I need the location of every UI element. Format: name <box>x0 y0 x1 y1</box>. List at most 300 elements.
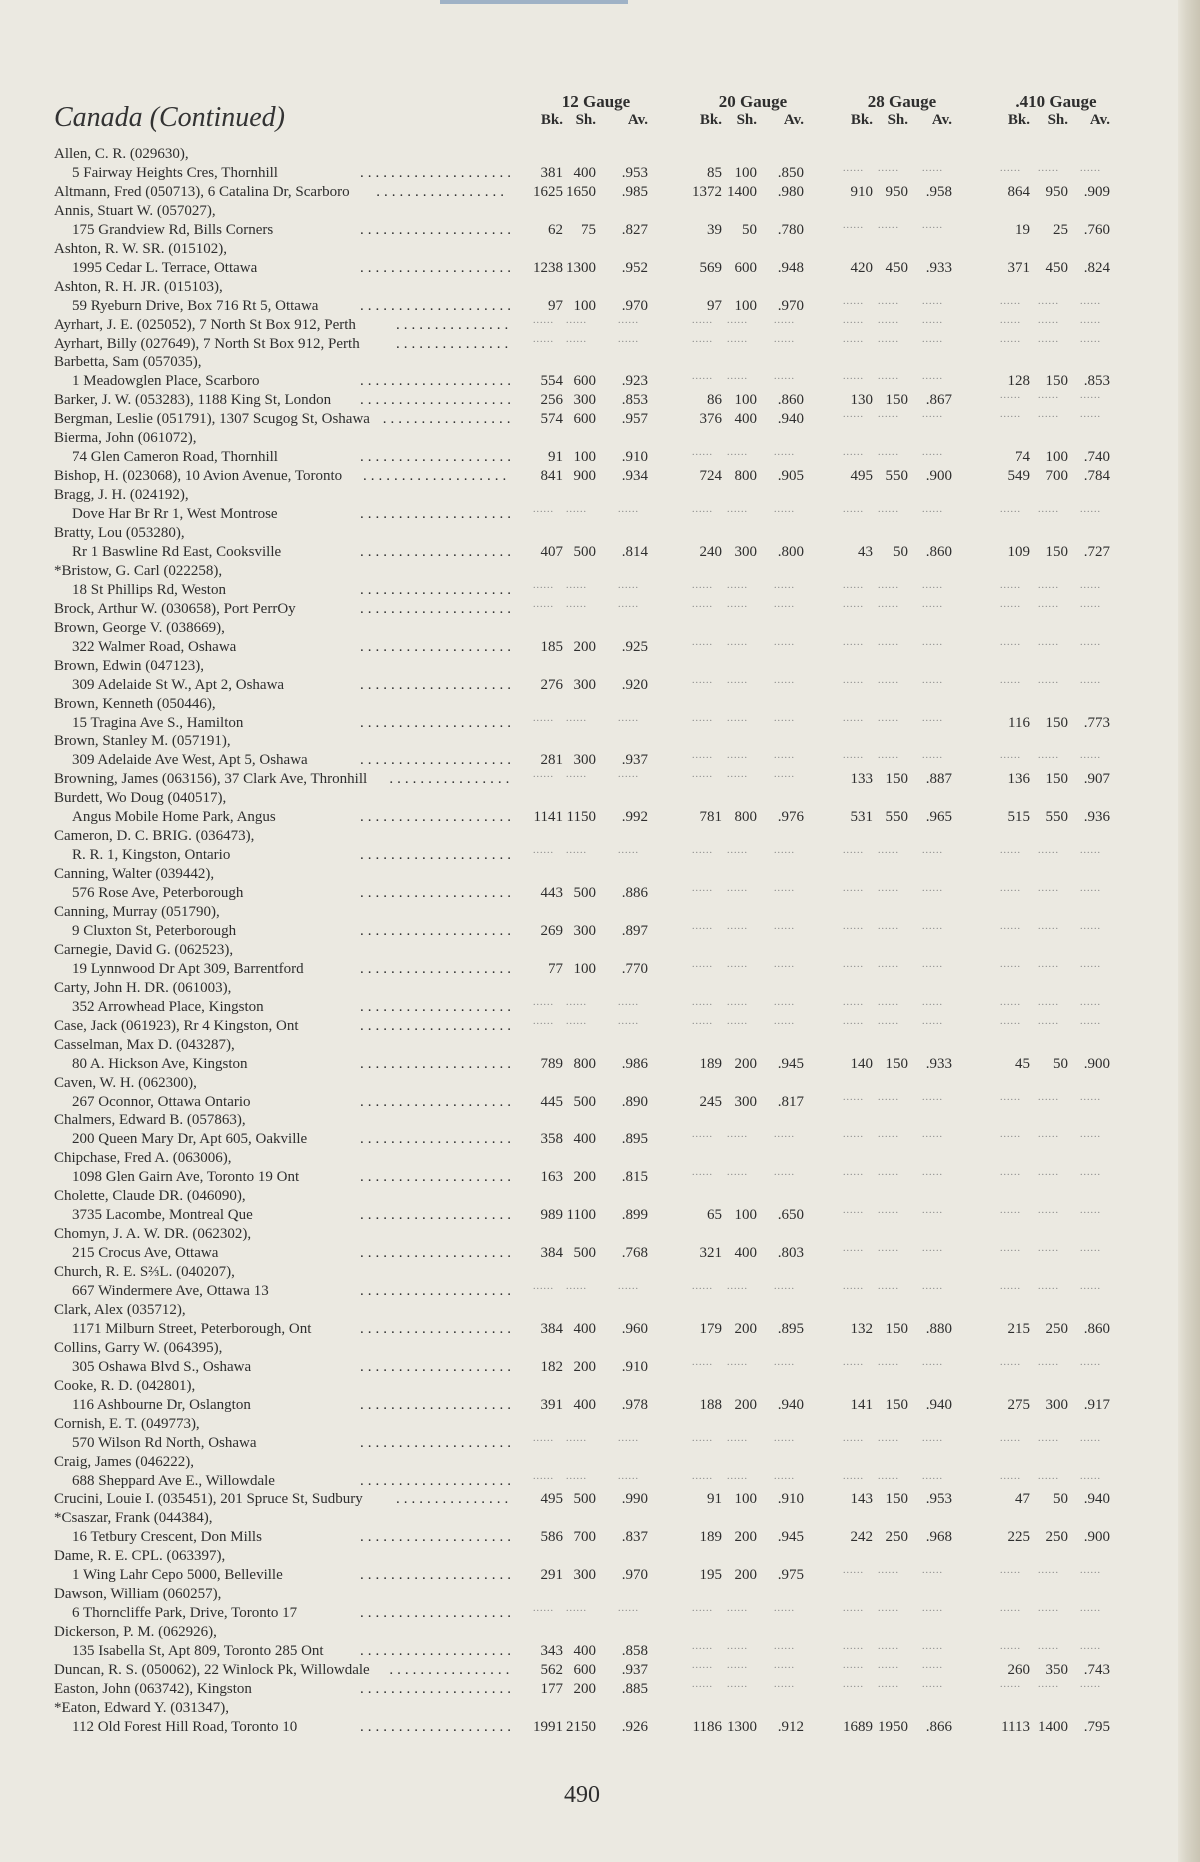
score-cell: 143 <box>850 1491 873 1508</box>
score-cell: 150 <box>885 1491 908 1508</box>
score-cell: 910 <box>850 183 873 200</box>
table-row <box>0 1037 1178 1057</box>
leader-dots: .................... <box>360 600 515 617</box>
empty-cell: ...... <box>774 1167 795 1179</box>
score-cell: 495 <box>850 468 873 485</box>
score-cell: 200 <box>573 638 596 655</box>
leader-dots: .................... <box>360 1245 515 1262</box>
member-name: Casselman, Max D. (043287), <box>54 1036 235 1053</box>
leader-dots: .................... <box>360 1567 515 1584</box>
empty-cell: ...... <box>1038 1281 1059 1292</box>
subheader-av: Av. <box>931 112 952 128</box>
empty-cell: ...... <box>727 674 748 686</box>
score-cell: .909 <box>1083 183 1110 200</box>
empty-cell: ...... <box>566 1603 587 1615</box>
empty-cell: ...... <box>878 636 899 648</box>
member-name: Barbetta, Sam (057035), <box>54 354 202 371</box>
empty-cell: ...... <box>1038 1432 1059 1444</box>
empty-cell: ...... <box>727 920 748 932</box>
empty-cell: ...... <box>1080 409 1101 421</box>
empty-cell: ...... <box>692 598 713 610</box>
empty-cell: ...... <box>618 314 639 326</box>
score-cell: .920 <box>621 676 648 693</box>
empty-cell: ...... <box>1038 1167 1059 1179</box>
score-cell: 1186 <box>692 1718 722 1735</box>
empty-cell: ...... <box>533 1432 554 1444</box>
member-name: Browning, James (063156), 37 Clark Ave, Thronhill <box>54 771 368 788</box>
empty-cell: ...... <box>566 314 587 326</box>
empty-cell: ...... <box>878 674 899 686</box>
empty-cell: ...... <box>843 1641 864 1653</box>
score-cell: 65 <box>707 1207 722 1224</box>
address-row <box>0 1605 1178 1625</box>
empty-cell: ...... <box>618 1603 639 1615</box>
empty-cell: ...... <box>727 750 748 762</box>
empty-cell: ...... <box>922 1167 943 1179</box>
score-cell: 195 <box>699 1567 722 1584</box>
empty-cell: ...... <box>922 1356 943 1368</box>
score-cell: .945 <box>777 1055 804 1072</box>
score-cell: 150 <box>885 1055 908 1072</box>
empty-cell: ...... <box>566 1470 587 1482</box>
empty-cell: ...... <box>533 1281 554 1292</box>
empty-cell: ...... <box>1080 958 1101 970</box>
empty-cell: ...... <box>1038 295 1059 307</box>
empty-cell: ...... <box>566 712 587 724</box>
member-name: Cameron, D. C. BRIG. (036473), <box>54 828 255 845</box>
empty-cell: ...... <box>727 579 748 591</box>
address-row <box>0 1356 1178 1379</box>
empty-cell: ...... <box>774 579 795 591</box>
member-name: Chomyn, J. A. W. DR. (062302), <box>54 1226 252 1243</box>
empty-cell: ...... <box>1038 883 1059 895</box>
empty-cell: ...... <box>1038 1603 1059 1615</box>
empty-cell: ...... <box>922 219 943 231</box>
score-cell: 1625 <box>533 183 563 200</box>
score-cell: 950 <box>885 183 908 200</box>
subheader-av: Av. <box>627 112 648 128</box>
empty-cell: ...... <box>774 636 795 648</box>
score-cell: 182 <box>540 1358 563 1375</box>
empty-cell: ...... <box>843 1129 864 1141</box>
subheader-bk: Bk. <box>699 112 722 128</box>
score-cell: 1991 <box>533 1718 563 1735</box>
empty-cell: ...... <box>1038 920 1059 932</box>
member-name: Brown, George V. (038669), <box>54 619 225 636</box>
score-cell: 269 <box>540 922 563 939</box>
score-cell: .740 <box>1083 449 1110 466</box>
score-cell: .926 <box>621 1718 648 1735</box>
empty-cell: ...... <box>774 958 795 970</box>
empty-cell: ...... <box>1080 1091 1101 1103</box>
score-cell: 1400 <box>727 183 757 200</box>
empty-cell: ...... <box>922 883 943 895</box>
score-cell: 500 <box>573 1245 596 1262</box>
empty-cell: ...... <box>922 504 943 516</box>
address-row <box>0 1567 1178 1587</box>
address-row <box>0 712 1178 735</box>
member-name: Canning, Walter (039442), <box>54 866 215 883</box>
empty-cell: ...... <box>774 1678 795 1690</box>
leader-dots: .................... <box>360 1283 515 1299</box>
leader-dots: ............... <box>396 1491 513 1508</box>
empty-cell: ...... <box>566 504 587 516</box>
empty-cell: ...... <box>1038 1015 1059 1027</box>
empty-cell: ...... <box>692 750 713 762</box>
member-name: Barker, J. W. (053283), 1188 King St, London <box>54 392 332 409</box>
score-cell: 150 <box>885 392 908 409</box>
score-cell: .953 <box>621 164 648 181</box>
address-row <box>0 1207 1178 1227</box>
member-name: Ashton, R. W. SR. (015102), <box>54 240 227 257</box>
leader-dots: .................... <box>360 1169 515 1186</box>
empty-cell: ...... <box>774 996 795 1008</box>
empty-cell: ...... <box>843 1281 864 1292</box>
score-cell: .815 <box>621 1169 648 1186</box>
score-cell: 569 <box>699 259 722 276</box>
empty-cell: ...... <box>692 1678 713 1690</box>
empty-cell: ...... <box>1000 958 1021 970</box>
table-row <box>0 790 1178 810</box>
empty-cell: ...... <box>843 1678 864 1690</box>
score-cell: 132 <box>850 1320 873 1337</box>
score-cell: .936 <box>1083 809 1110 826</box>
empty-cell: ...... <box>692 1281 713 1292</box>
member-address: 19 Lynnwood Dr Apt 309, Barrentford <box>72 960 304 977</box>
score-cell: 150 <box>885 1320 908 1337</box>
score-cell: 91 <box>707 1491 722 1508</box>
score-cell: .885 <box>621 1680 648 1697</box>
empty-cell: ...... <box>922 371 943 383</box>
score-cell: 515 <box>1007 809 1030 826</box>
empty-cell: ...... <box>922 750 943 762</box>
empty-cell: ...... <box>533 579 554 591</box>
empty-cell: ...... <box>1080 1281 1101 1292</box>
member-address: 576 Rose Ave, Peterborough <box>72 885 244 902</box>
score-cell: 300 <box>573 676 596 693</box>
member-address: 267 Oconnor, Ottawa Ontario <box>72 1093 251 1110</box>
member-name: Cornish, E. T. (049773), <box>54 1415 200 1432</box>
score-cell: 376 <box>699 411 722 428</box>
empty-cell: ...... <box>878 504 899 516</box>
empty-cell: ...... <box>566 845 587 857</box>
empty-cell: ...... <box>1080 920 1101 932</box>
empty-cell: ...... <box>618 598 639 610</box>
empty-cell: ...... <box>1038 674 1059 686</box>
score-cell: 150 <box>1045 373 1068 390</box>
member-address: 3735 Lacombe, Montreal Que <box>72 1207 253 1224</box>
member-name: Caven, W. H. (062300), <box>54 1074 197 1091</box>
score-cell: 789 <box>540 1055 563 1072</box>
empty-cell: ...... <box>618 333 639 345</box>
empty-cell: ...... <box>774 674 795 686</box>
score-cell: 600 <box>573 1662 596 1678</box>
score-cell: 50 <box>1053 1491 1068 1508</box>
empty-cell: ...... <box>1000 996 1021 1008</box>
leader-dots: ................... <box>363 468 511 485</box>
empty-cell: ...... <box>1000 390 1021 402</box>
member-name: Duncan, R. S. (050062), 22 Winlock Pk, Willowdale <box>54 1662 370 1678</box>
empty-cell: ...... <box>618 504 639 516</box>
empty-cell: ...... <box>1000 674 1021 686</box>
score-cell: 900 <box>573 468 596 485</box>
score-cell: .952 <box>621 259 648 276</box>
empty-cell: ...... <box>727 1603 748 1615</box>
leader-dots: .................... <box>360 1434 515 1451</box>
score-cell: .985 <box>621 183 648 200</box>
score-cell: .990 <box>621 1491 648 1508</box>
empty-cell: ...... <box>618 1281 639 1292</box>
leader-dots: .................... <box>360 1358 515 1375</box>
member-name: Cooke, R. D. (042801), <box>54 1377 196 1394</box>
leader-dots: .................... <box>360 1017 515 1034</box>
member-address: 215 Crocus Ave, Ottawa <box>72 1245 219 1262</box>
empty-cell: ...... <box>727 1470 748 1482</box>
empty-cell: ...... <box>692 958 713 970</box>
score-cell: 62 <box>548 221 563 238</box>
empty-cell: ...... <box>727 1281 748 1292</box>
member-name: Church, R. E. S⅔L. (040207), <box>54 1264 235 1281</box>
empty-cell: ...... <box>566 1015 587 1027</box>
empty-cell: ...... <box>533 996 554 1008</box>
table-row <box>0 354 1178 374</box>
score-cell: 800 <box>573 1055 596 1072</box>
empty-cell: ...... <box>843 712 864 724</box>
score-cell: .743 <box>1083 1662 1110 1678</box>
empty-cell: ...... <box>878 958 899 970</box>
score-cell: 45 <box>1015 1055 1030 1072</box>
score-cell: 554 <box>540 373 563 390</box>
score-cell: .770 <box>621 960 648 977</box>
score-cell: 500 <box>573 1093 596 1110</box>
empty-cell: ...... <box>1000 333 1021 345</box>
score-cell: 343 <box>540 1643 563 1660</box>
member-name: Carty, John H. DR. (061003), <box>54 979 232 996</box>
empty-cell: ...... <box>692 371 713 383</box>
empty-cell: ...... <box>843 920 864 932</box>
score-cell: .957 <box>621 411 648 428</box>
empty-cell: ...... <box>1080 845 1101 857</box>
score-cell: 100 <box>734 392 757 409</box>
table-row <box>0 1015 1178 1038</box>
empty-cell: ...... <box>843 447 864 459</box>
score-cell: .940 <box>1083 1491 1110 1508</box>
leader-dots: .................... <box>360 581 515 598</box>
member-address: 18 St Phillips Rd, Weston <box>72 581 226 598</box>
leader-dots: .................... <box>360 449 515 466</box>
member-address: 175 Grandview Rd, Bills Corners <box>72 221 274 238</box>
score-cell: 276 <box>540 676 563 693</box>
empty-cell: ...... <box>1080 162 1101 174</box>
empty-cell: ...... <box>1000 1603 1021 1615</box>
score-cell: .860 <box>1083 1320 1110 1337</box>
empty-cell: ...... <box>922 1660 943 1671</box>
score-cell: .860 <box>777 392 804 409</box>
empty-cell: ...... <box>922 1565 943 1577</box>
empty-cell: ...... <box>1000 295 1021 307</box>
score-cell: .925 <box>621 638 648 655</box>
score-cell: .899 <box>621 1207 648 1224</box>
empty-cell: ...... <box>1038 1205 1059 1217</box>
member-address: 16 Tetbury Crescent, Don Mills <box>72 1529 262 1546</box>
score-cell: .933 <box>925 1055 952 1072</box>
empty-cell: ...... <box>533 845 554 857</box>
address-row <box>0 1719 1178 1739</box>
score-cell: 97 <box>548 297 563 314</box>
score-cell: 200 <box>573 1169 596 1186</box>
empty-cell: ...... <box>878 920 899 932</box>
leader-dots: .................... <box>360 922 515 939</box>
score-cell: 400 <box>734 411 757 428</box>
empty-cell: ...... <box>727 447 748 459</box>
empty-cell: ...... <box>1000 1015 1021 1027</box>
score-cell: 450 <box>885 259 908 276</box>
empty-cell: ...... <box>878 1660 899 1671</box>
empty-cell: ...... <box>922 996 943 1008</box>
score-cell: 50 <box>742 221 757 238</box>
leader-dots: .................... <box>360 638 515 655</box>
score-cell: .958 <box>925 183 952 200</box>
empty-cell: ...... <box>1038 1091 1059 1103</box>
empty-cell: ...... <box>843 750 864 762</box>
address-row <box>0 219 1178 242</box>
empty-cell: ...... <box>533 333 554 345</box>
score-cell: .824 <box>1083 259 1110 276</box>
score-cell: 1400 <box>1038 1718 1068 1735</box>
address-row <box>0 544 1178 564</box>
score-cell: .905 <box>777 468 804 485</box>
empty-cell: ...... <box>843 1565 864 1577</box>
member-name: Carnegie, David G. (062523), <box>54 941 234 958</box>
empty-cell: ...... <box>922 636 943 648</box>
empty-cell: ...... <box>566 333 587 345</box>
empty-cell: ...... <box>1000 1565 1021 1577</box>
score-cell: .800 <box>777 543 804 560</box>
leader-dots: .................... <box>360 1472 515 1489</box>
empty-cell: ...... <box>878 409 899 421</box>
empty-cell: ...... <box>1000 1129 1021 1141</box>
leader-dots: .................... <box>360 1093 515 1110</box>
empty-cell: ...... <box>878 1603 899 1615</box>
empty-cell: ...... <box>692 1641 713 1653</box>
score-cell: 1238 <box>533 259 563 276</box>
empty-cell: ...... <box>1080 1015 1101 1027</box>
table-row <box>0 696 1178 716</box>
empty-cell: ...... <box>922 1678 943 1690</box>
empty-cell: ...... <box>1080 883 1101 895</box>
score-cell: .850 <box>777 164 804 181</box>
address-row <box>0 1643 1178 1663</box>
score-cell: 86 <box>707 392 722 409</box>
empty-cell: ...... <box>1000 162 1021 174</box>
member-address: 688 Sheppard Ave E., Willowdale <box>72 1472 275 1489</box>
empty-cell: ...... <box>618 579 639 591</box>
empty-cell: ...... <box>878 1678 899 1690</box>
score-cell: 321 <box>699 1245 722 1262</box>
empty-cell: ...... <box>618 1015 639 1027</box>
empty-cell: ...... <box>878 1205 899 1217</box>
empty-cell: ...... <box>533 1015 554 1027</box>
empty-cell: ...... <box>533 1470 554 1482</box>
score-cell: 841 <box>540 468 563 485</box>
score-cell: 100 <box>573 297 596 314</box>
score-cell: 256 <box>540 392 563 409</box>
leader-dots: ............... <box>396 316 513 333</box>
score-cell: 25 <box>1053 221 1068 238</box>
member-address: 1098 Glen Gairn Ave, Toronto 19 Ont <box>72 1169 300 1186</box>
empty-cell: ...... <box>692 333 713 345</box>
empty-cell: ...... <box>692 920 713 932</box>
member-name: Craig, James (046222), <box>54 1453 194 1470</box>
empty-cell: ...... <box>878 845 899 857</box>
member-address: 200 Queen Mary Dr, Apt 605, Oakville <box>72 1131 308 1148</box>
member-name: Annis, Stuart W. (057027), <box>54 202 216 219</box>
member-name: Bratty, Lou (053280), <box>54 525 185 541</box>
score-cell: .970 <box>621 1567 648 1584</box>
score-cell: 291 <box>540 1567 563 1584</box>
score-cell: .803 <box>777 1245 804 1262</box>
score-cell: 200 <box>734 1396 757 1413</box>
score-cell: .853 <box>1083 373 1110 390</box>
member-address: 59 Ryeburn Drive, Box 716 Rt 5, Ottawa <box>72 297 319 314</box>
leader-dots: ................ <box>389 771 514 788</box>
score-cell: 400 <box>573 164 596 181</box>
score-cell: 549 <box>1007 468 1030 485</box>
empty-cell: ...... <box>922 712 943 724</box>
score-cell: .978 <box>621 1396 648 1413</box>
score-cell: .727 <box>1083 543 1110 560</box>
score-cell: .900 <box>925 468 952 485</box>
score-cell: .866 <box>925 1718 952 1735</box>
subheader-sh: Sh. <box>1047 112 1068 128</box>
empty-cell: ...... <box>922 409 943 421</box>
empty-cell: ...... <box>1000 504 1021 516</box>
empty-cell: ...... <box>922 295 943 307</box>
empty-cell: ...... <box>533 769 554 781</box>
score-cell: 500 <box>573 543 596 560</box>
score-cell: 1950 <box>878 1718 908 1735</box>
member-name: Collins, Garry W. (064395), <box>54 1339 223 1356</box>
empty-cell: ...... <box>566 598 587 610</box>
score-cell: 700 <box>1045 468 1068 485</box>
member-address: 667 Windermere Ave, Ottawa 13 <box>72 1283 269 1299</box>
score-cell: 177 <box>540 1680 563 1697</box>
score-cell: 371 <box>1007 259 1030 276</box>
score-cell: 600 <box>573 411 596 428</box>
empty-cell: ...... <box>566 996 587 1008</box>
member-address: 570 Wilson Rd North, Oshawa <box>72 1434 257 1451</box>
empty-cell: ...... <box>843 845 864 857</box>
score-cell: 800 <box>734 468 757 485</box>
empty-cell: ...... <box>1080 750 1101 762</box>
score-cell: .965 <box>925 809 952 826</box>
empty-cell: ...... <box>774 598 795 610</box>
empty-cell: ...... <box>843 1015 864 1027</box>
gauge-header-410: .410 Gauge <box>1015 92 1097 111</box>
score-cell: 77 <box>548 960 563 977</box>
member-address: Rr 1 Baswline Rd East, Cooksville <box>72 543 282 560</box>
empty-cell: ...... <box>878 371 899 383</box>
leader-dots: .................... <box>360 885 515 902</box>
empty-cell: ...... <box>774 504 795 516</box>
score-cell: 550 <box>885 468 908 485</box>
empty-cell: ...... <box>1038 845 1059 857</box>
leader-dots: .................... <box>360 960 515 977</box>
score-cell: 300 <box>573 392 596 409</box>
subheader-sh: Sh. <box>575 112 596 128</box>
address-row <box>0 1056 1178 1076</box>
empty-cell: ...... <box>878 1281 899 1292</box>
